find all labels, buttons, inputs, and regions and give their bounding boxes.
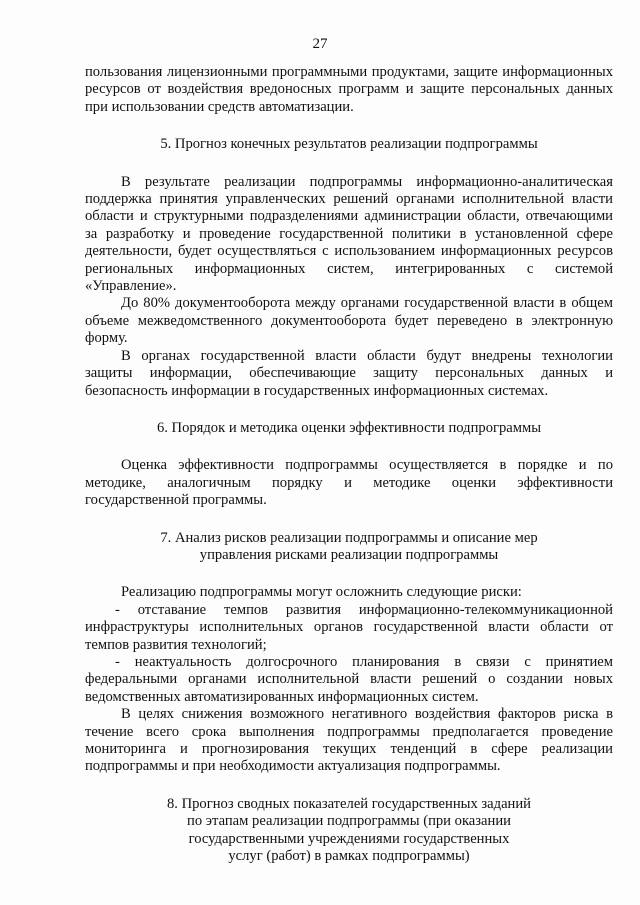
section-7-risk-1: - отставание темпов развития информационно-телекоммуникационной инфраструктуры исполнительных органов государственной власти области от темпов развития технологий; (85, 601, 613, 653)
page-number: 27 (312, 36, 328, 52)
section-7-risk-2: - неактуальность долгосрочного планирования в связи с принятием федеральными органами исполнительной власти решений о создании новых ведомственных автоматизированных информационных систем. (85, 653, 613, 705)
intro-paragraph: пользования лицензионными программными продуктами, защите информационных ресурсов от воздействия вредоносных программ и защите персональных данных при использовании средств автоматизации. (85, 64, 613, 115)
section-7-heading-line-2: управления рисками реализации подпрограммы (199, 546, 499, 563)
section-8-heading-line-3: государственными учреждениями государственных (188, 830, 510, 847)
section-8-heading (85, 796, 613, 866)
section-6-paragraph-1: Оценка эффективности подпрограммы осуществляется в порядке и по методике, аналогичным порядку и методике оценки эффективности государственной программы. (85, 457, 613, 509)
document-body (85, 64, 613, 865)
section-5-paragraph-2: До 80% документооборота между органами государственной власти в общем объеме межведомственного документооборота будет переведено в электронную форму. (85, 295, 613, 347)
section-8-heading-line-1: 8. Прогноз сводных показателей государственных заданий (167, 795, 531, 812)
section-7-heading-line-1: 7. Анализ рисков реализации подпрограммы и описание мер (160, 529, 538, 546)
section-8-heading-line-4: услуг (работ) в рамках подпрограммы) (228, 848, 470, 865)
section-5-paragraph-3: В органах государственной власти области будут внедрены технологии защиты информации, обеспечивающие защиту персональных данных и безопасность информации в государственных информационных системах. (85, 347, 613, 399)
section-5-heading: 5. Прогноз конечных результатов реализации подпрограммы (160, 136, 538, 153)
section-7-paragraph-4: В целях снижения возможного негативного воздействия факторов риска в течение всего срока выполнения подпрограммы предполагается проведение мониторинга и прогнозирования текущих тенденций в сфере реализации подпрограммы и при необходимости актуализация подпрограммы. (85, 706, 613, 775)
section-5-paragraph-1: В результате реализации подпрограммы информационно-аналитическая поддержка принятия управленческих решений органами исполнительной власти области и структурными подразделениями администрации области, отвечающими за разработку и проведение государственной политики в установленной сфере деятельности, будет осуществляться с использованием информационных ресурсов региональных информационных систем, интегрированных с системой «Управление». (85, 173, 613, 295)
section-8-heading-line-2: по этапам реализации подпрограммы (при оказании (187, 813, 511, 830)
section-6-heading: 6. Порядок и методика оценки эффективности подпрограммы (156, 419, 542, 436)
section-7-paragraph-1: Реализацию подпрограммы могут осложнить следующие риски: (121, 584, 522, 601)
section-7-heading (85, 530, 613, 565)
